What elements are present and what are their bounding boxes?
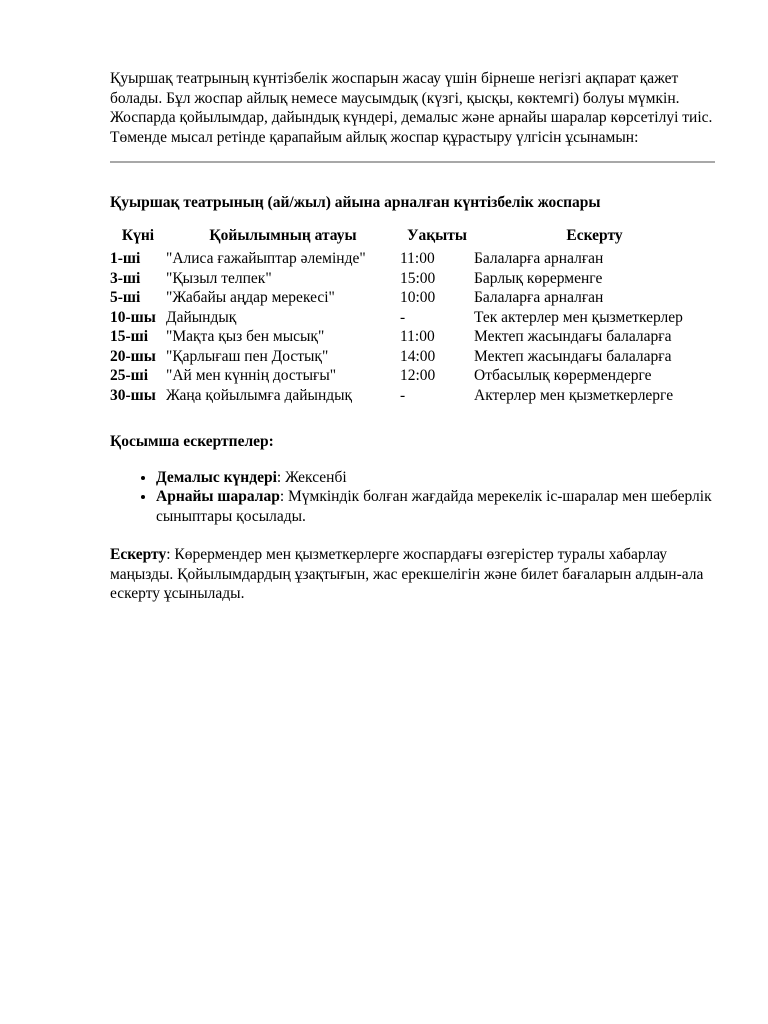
header-day: Күні	[121, 226, 155, 244]
cell-show: "Ай мен күннің достығы"	[166, 367, 337, 384]
table-row	[110, 347, 715, 367]
cell-show: "Қызыл телпек"	[166, 269, 272, 287]
header-show: Қойылымның атауы	[209, 226, 357, 244]
cell-day: 10-шы	[110, 308, 156, 326]
list-item-text: : Жексенбі	[276, 468, 347, 486]
cell-note: Мектеп жасындағы балаларға	[474, 347, 672, 365]
intro-paragraph: Қуыршақ театрының күнтізбелік жоспарын жасау үшін бірнеше негізгі ақпарат қажет болады. Бұл жоспар айлық немесе маусымдық (күзгі, қысқы, көктемгі) болуы мүмкін. Жоспарда қойылымдар, дайындық күндері, демалыс және арнайы шаралар көрсетілуі тиіс. Төменде мысал ретінде қарапайым айлық жоспар құрастыру үлгісін ұсынамын:	[110, 70, 713, 146]
cell-time: -	[400, 386, 406, 404]
cell-day: 30-шы	[110, 386, 156, 404]
cell-time: 12:00	[400, 367, 436, 384]
cell-time: -	[400, 308, 406, 326]
table-row	[110, 386, 715, 406]
cell-note: Актерлер мен қызметкерлерге	[474, 386, 674, 404]
list-item	[156, 468, 715, 488]
table-header-row	[110, 224, 715, 250]
cell-time: 11:00	[400, 328, 435, 345]
header-time: Уақыты	[407, 226, 467, 244]
cell-note: Мектеп жасындағы балаларға	[474, 328, 672, 345]
table-row	[110, 249, 715, 269]
cell-note: Балаларға арналған	[474, 250, 604, 267]
cell-show: "Қарлығаш пен Достық"	[166, 347, 329, 365]
cell-note: Тек актерлер мен қызметкерлер	[474, 308, 683, 326]
additional-notes-list	[110, 468, 715, 527]
cell-time: 14:00	[400, 347, 436, 365]
cell-time: 15:00	[400, 269, 436, 287]
document-page	[110, 69, 715, 604]
cell-day: 25-ші	[110, 367, 149, 384]
cell-show: Дайындық	[166, 308, 237, 326]
cell-note: Барлық көрерменге	[474, 269, 603, 287]
cell-time: 11:00	[400, 250, 435, 267]
schedule-table	[110, 224, 715, 406]
list-item-label: Демалыс күндері	[156, 468, 277, 486]
cell-day: 3-ші	[110, 269, 141, 287]
horizontal-rule	[110, 161, 715, 163]
cell-note: Балаларға арналған	[474, 289, 604, 306]
table-row	[110, 308, 715, 328]
table-row	[110, 366, 715, 386]
cell-day: 1-ші	[110, 250, 141, 267]
list-item-label: Арнайы шаралар	[156, 488, 280, 505]
cell-show: "Жабайы аңдар мерекесі"	[166, 289, 335, 306]
cell-show: Жаңа қойылымға дайындық	[166, 386, 353, 404]
note-text: : Көрермендер мен қызметкерлерге жоспардағы өзгерістер туралы хабарлау маңызды. Қойылымдардың ұзақтығын, жас ерекшелігін және билет бағаларын алдын-ала ескерту ұсынылады.	[110, 546, 704, 602]
note-paragraph	[110, 545, 715, 604]
cell-day: 15-ші	[110, 328, 149, 345]
list-item	[156, 487, 715, 526]
cell-day: 5-ші	[110, 289, 141, 306]
additional-notes-heading: Қосымша ескертпелер:	[110, 433, 274, 450]
cell-note: Отбасылық көрермендерге	[474, 367, 652, 384]
table-row	[110, 269, 715, 289]
cell-day: 20-шы	[110, 347, 156, 365]
schedule-title: Қуыршақ театрының (ай/жыл) айына арналған күнтізбелік жоспары	[110, 194, 601, 211]
table-row	[110, 288, 715, 308]
cell-time: 10:00	[400, 289, 436, 306]
cell-show: "Мақта қыз бен мысық"	[166, 328, 325, 345]
table-row	[110, 327, 715, 347]
list-item-text: : Мүмкіндік болған жағдайда мерекелік іс-шаралар мен шеберлік сыныптары қосылады.	[156, 488, 712, 525]
cell-show: "Алиса ғажайыптар әлемінде"	[166, 250, 366, 267]
note-label: Ескерту	[110, 546, 167, 563]
header-note: Ескерту	[566, 226, 623, 244]
